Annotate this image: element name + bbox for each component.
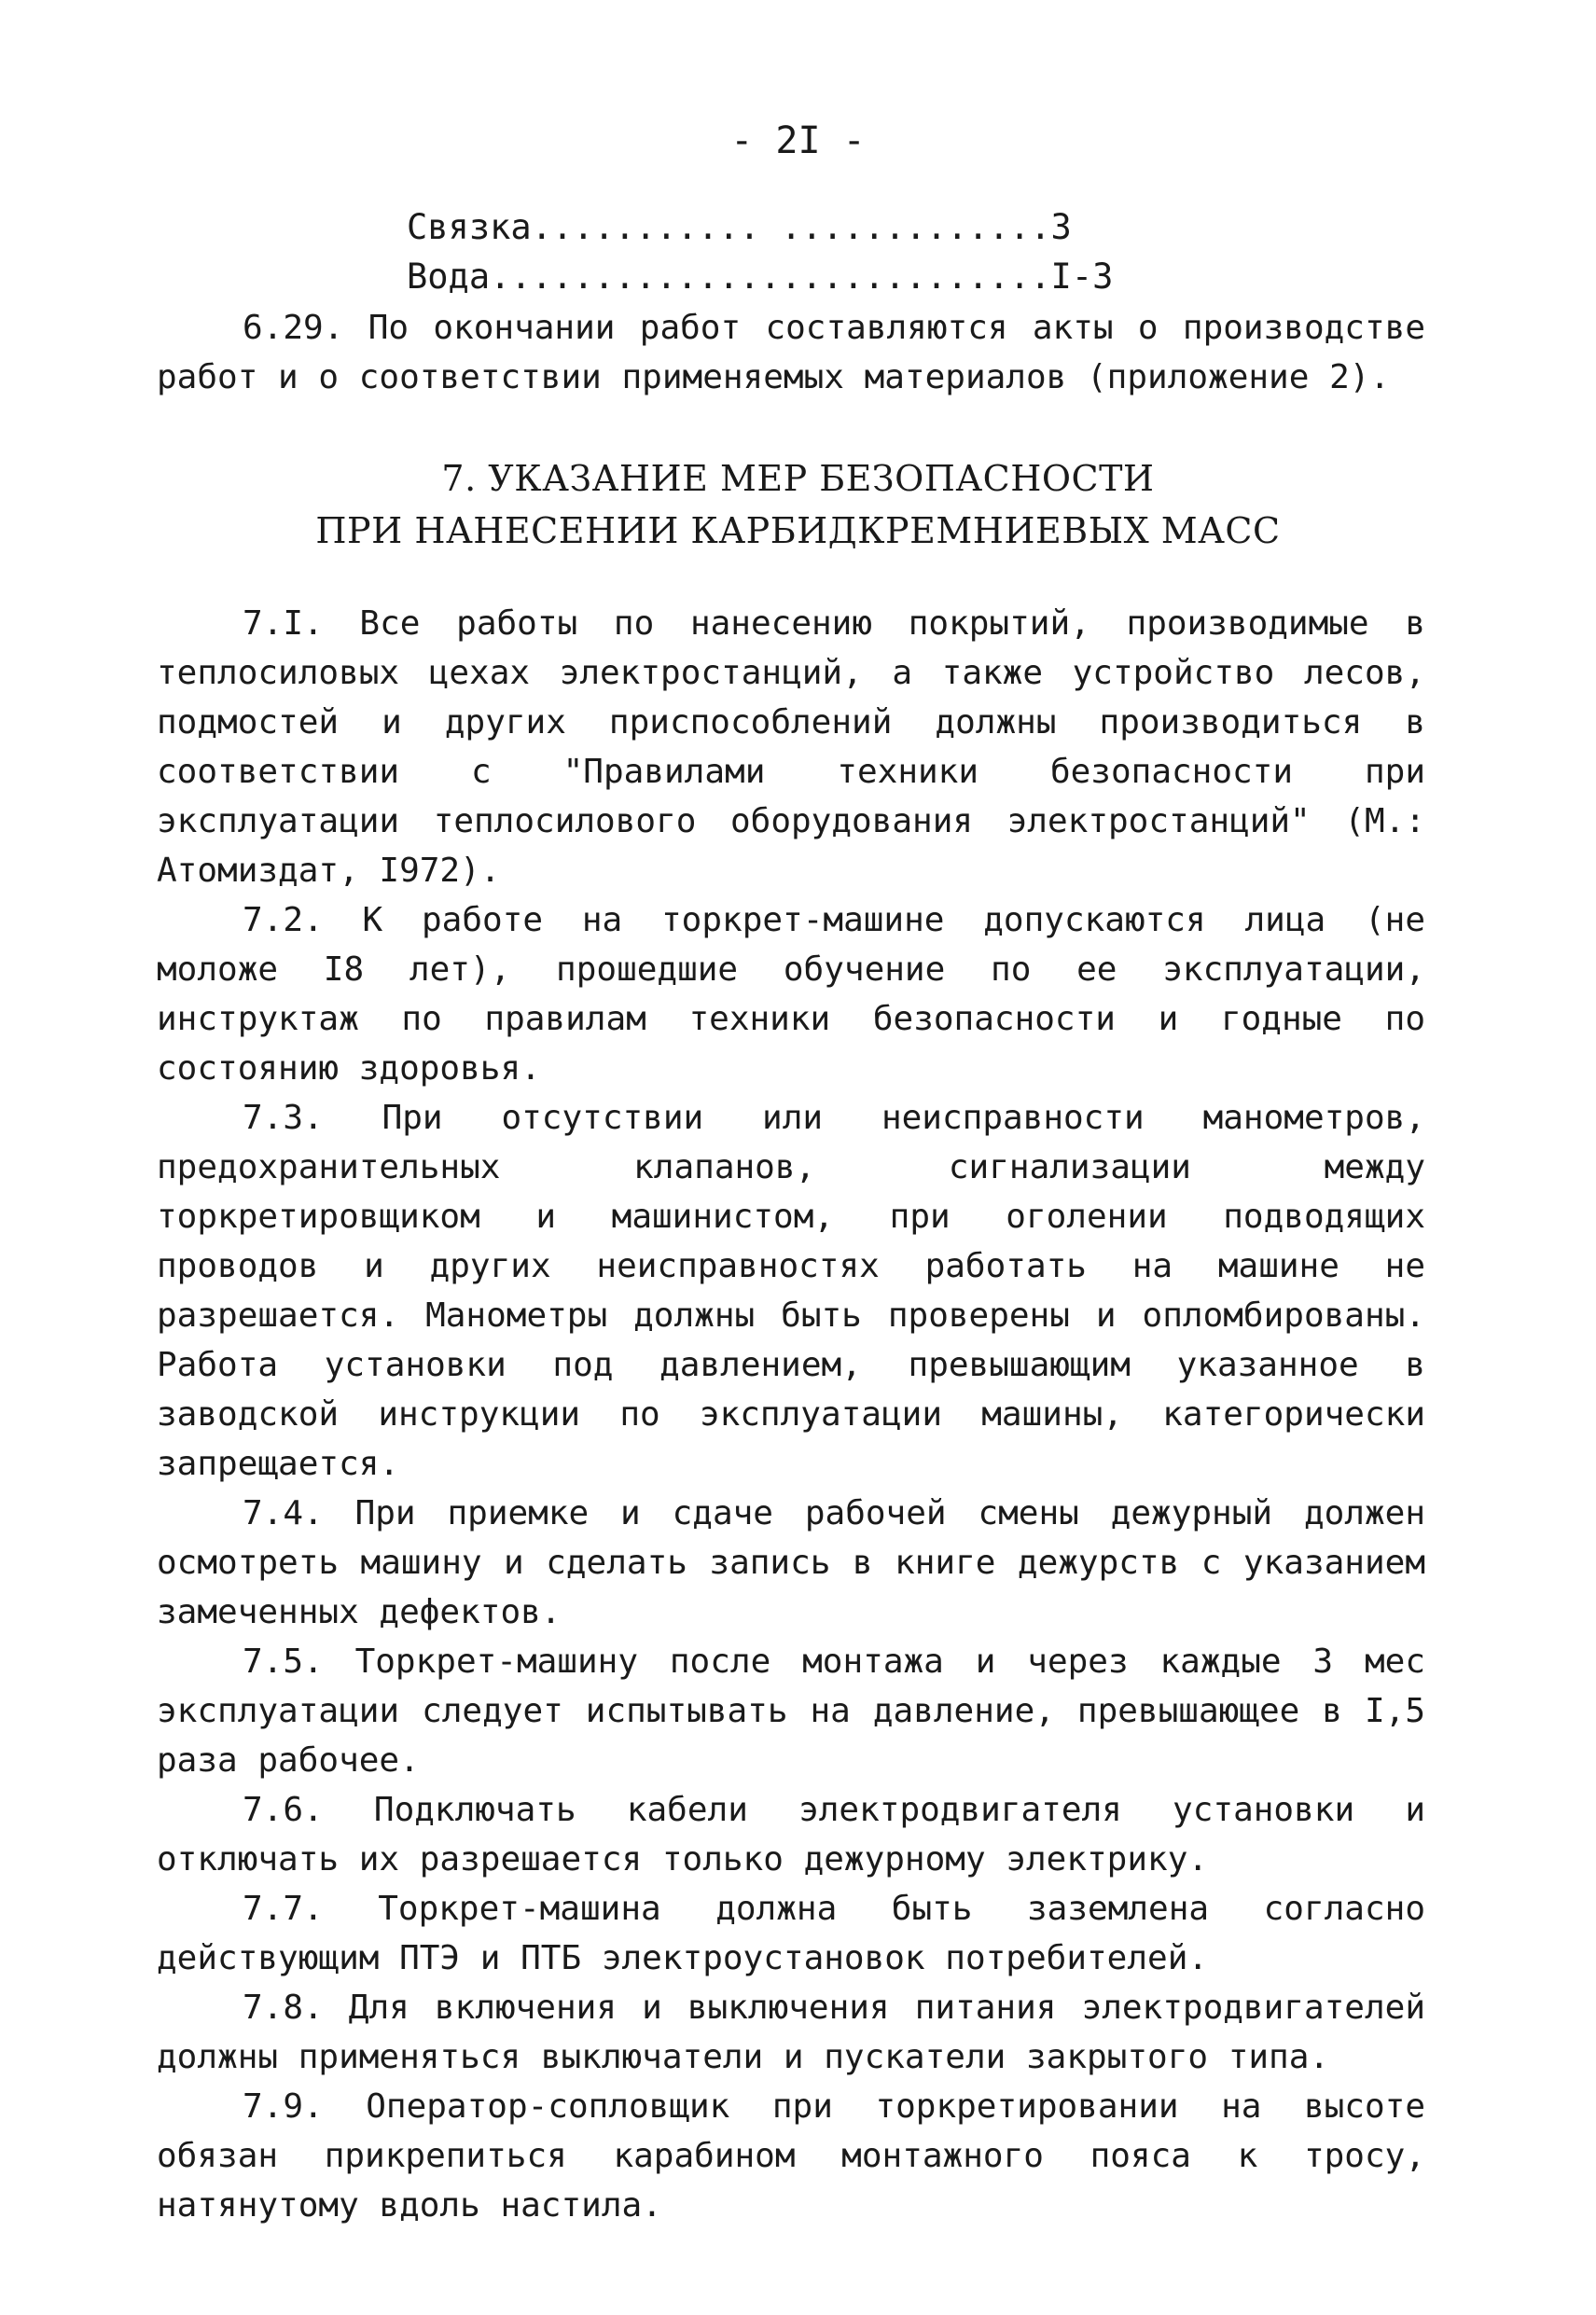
section-heading-line-1: 7. УКАЗАНИЕ МЕР БЕЗОПАСНОСТИ	[441, 458, 1155, 499]
mix-row-water: Вода...........................I-3	[407, 256, 1114, 297]
paragraph-7-5: 7.5. Торкрет-машину после монтажа и через каждые 3 мес эксплуатации следует испытывать на давление, превышающее в I,5 раза рабочее.	[157, 1643, 1425, 1780]
paragraph-7-3: 7.3. При отсутствии или неисправности манометров, предохранительных клапанов, сигнализации между торкретировщиком и машинистом, при оголении подводящих проводов и других неисправностях работать на машине не разрешается. Манометры должны быть проверены и опломбированы. Работа установки под давлением, превышающим указанное в заводской инструкции по эксплуатации машины, категорически запрещается.	[157, 1099, 1425, 1483]
page-number: - 2I -	[730, 119, 866, 162]
mix-row-binder: Связка........... .............3	[407, 207, 1072, 247]
paragraph-7-4: 7.4. При приемке и сдаче рабочей смены дежурный должен осмотреть машину и сделать запись в книге дежурств с указанием замеченных дефектов.	[157, 1494, 1425, 1631]
paragraph-block-6-29	[157, 303, 1425, 402]
paragraph-7-9: 7.9. Оператор-сопловщик при торкретировании на высоте обязан прикрепиться карабином монтажного пояса к тросу, натянутому вдоль настила.	[157, 2087, 1425, 2225]
paragraph-7-1: 7.I. Все работы по нанесению покрытий, производимые в теплосиловых цехах электростанций, а также устройство лесов, подмостей и других приспособлений должны производиться в соответствии с "Правилами техники безопасности при эксплуатации теплосилового оборудования электростанций" (М.: Атомиздат, I972).	[157, 604, 1425, 890]
paragraph-7-8: 7.8. Для включения и выключения питания электродвигателей должны применяться выключатели и пускатели закрытого типа.	[157, 1989, 1425, 2076]
paragraph-7-6: 7.6. Подключать кабели электродвигателя установки и отключать их разрешается только дежурному электрику.	[157, 1791, 1425, 1878]
safety-paragraphs	[157, 599, 1425, 2230]
paragraph-6-29: 6.29. По окончании работ составляются акты о производстве работ и о соответствии применяемых материалов (приложение 2).	[157, 309, 1425, 396]
paragraph-7-2: 7.2. К работе на торкрет-машине допускаются лица (не моложе I8 лет), прошедшие обучение по ее эксплуатации, инструктаж по правилам техники безопасности и годные по состоянию здоровья.	[157, 901, 1425, 1088]
section-heading-line-2: ПРИ НАНЕСЕНИИ КАРБИДКРЕМНИЕВЫХ МАСС	[315, 510, 1281, 551]
paragraph-7-7: 7.7. Торкрет-машина должна быть заземлена согласно действующим ПТЭ и ПТБ электроустановок потребителей.	[157, 1890, 1425, 1977]
section-heading	[0, 452, 1596, 557]
